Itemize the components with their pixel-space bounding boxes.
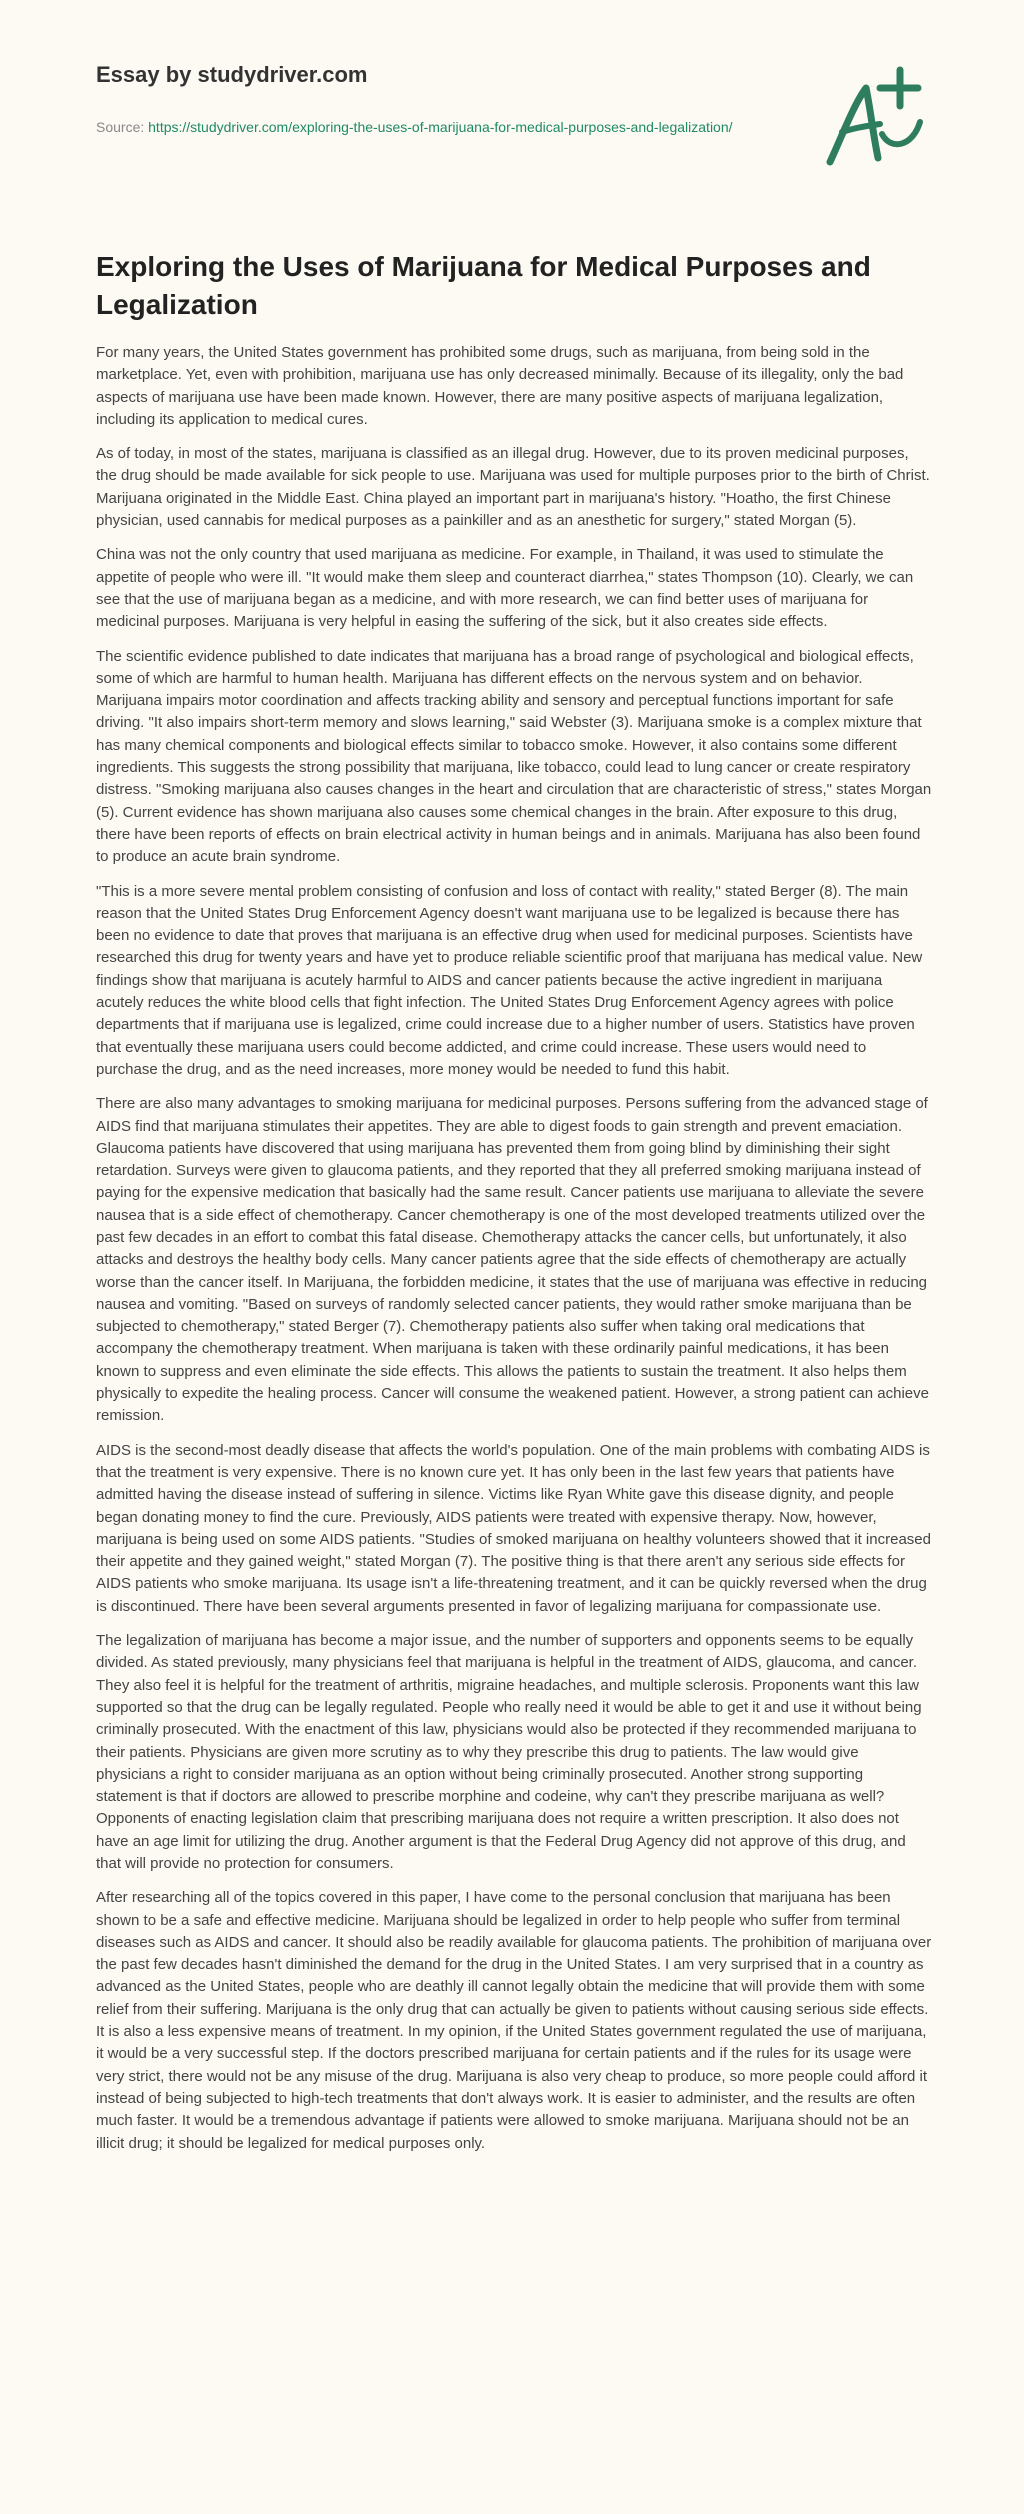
essay-article [96,248,932,2167]
source-label: Source: [96,119,149,135]
page-header [96,60,776,138]
essay-title: Exploring the Uses of Marijuana for Medical Purposes and Legalization [96,251,871,320]
essay-paragraph: "This is a more severe mental problem consisting of confusion and loss of contact with reality," stated Berger (8). The main reason that the United States Drug Enforcement Agency doesn't want marijuana use to be legalized is because there has been no evidence to date that proves that marijuana is an effective drug when used for medicinal purposes. Scientists have researched this drug for twenty years and have yet to produce reliable scientific proof that marijuana has medical value. New findings show that marijuana is acutely harmful to AIDS and cancer patients because the active ingredient in marijuana acutely reduces the white blood cells that fight infection. The United States Drug Enforcement Agency agrees with police departments that if marijuana use is legalized, crime could increase due to a higher number of users. Statistics have proven that eventually these marijuana users could become addicted, and crime could increase. These users would need to purchase the drug, and as the need increases, more money would be needed to fund this habit. [96,882,923,1078]
essay-paragraph: AIDS is the second-most deadly disease that affects the world's population. One of the main problems with combating AIDS is that the treatment is very expensive. There is no known cure yet. It has only been in the last few years that patients have admitted having the disease instead of suffering in silence. Victims like Ryan White gave this disease dignity, and people began donating money to find the cure. Previously, AIDS patients were treated with expensive therapy. Now, however, marijuana is being used on some AIDS patients. "Studies of smoked marijuana on healthy volunteers showed that it increased their appetite and they gained weight," stated Morgan (7). The positive thing is that there aren't any serious side effects for AIDS patients who smoke marijuana. Its usage isn't a life-threatening treatment, and it can be quickly reversed when the drug is discontinued. There have been several arguments presented in favor of legalizing marijuana for compassionate use. [96,1441,931,1615]
essay-paragraph: The scientific evidence published to date indicates that marijuana has a broad range of psychological and biological effects, some of which are harmful to human health. Marijuana has different effects on the nervous system and on behavior. Marijuana impairs motor coordination and affects tracking ability and sensory and perceptual functions important for safe driving. "It also impairs short-term memory and slows learning," said Webster (3). Marijuana smoke is a complex mixture that has many chemical components and biological effects similar to tobacco smoke. However, it also contains some different ingredients. This suggests the strong possibility that marijuana, like tobacco, could lead to lung cancer or create respiratory distress. "Smoking marijuana also causes changes in the heart and circulation that are characteristic of stress," states Morgan (5). Current evidence has shown marijuana also causes some chemical changes in the brain. After exposure to this drug, there have been reports of effects on brain electrical activity in human beings and in animals. Marijuana has also been found to produce an acute brain syndrome. [96,647,932,866]
essay-paragraph: As of today, in most of the states, marijuana is classified as an illegal drug. However, due to its proven medicinal purposes, the drug should be made available for sick people to use. Marijuana was used for multiple purposes prior to the birth of Christ. Marijuana originated in the Middle East. China played an important part in marijuana's history. "Hoatho, the first Chinese physician, used cannabis for medical purposes as a painkiller and as an anesthetic for surgery," stated Morgan (5). [96,445,930,530]
essay-paragraph: There are also many advantages to smoking marijuana for medicinal purposes. Persons suffering from the advanced stage of AIDS find that marijuana stimulates their appetites. They are able to digest foods to gain strength and prevent emaciation. Glaucoma patients have discovered that using marijuana has prevented them from going blind by diminishing their sight retardation. Surveys were given to glaucoma patients, and they reported that they all preferred smoking marijuana instead of paying for the expensive medication that basically had the same result. Cancer patients use marijuana to alleviate the severe nausea that is a side effect of chemotherapy. Cancer chemotherapy is one of the most developed treatments utilized over the past few decades in an effort to combat this fatal disease. Chemotherapy attacks the cancer cells, but unfortunately, it also attacks and destroys the healthy body cells. Many cancer patients agree that the side effects of chemotherapy are actually worse than the cancer itself. In Marijuana, the forbidden medicine, it states that the use of marijuana was effective in reducing nausea and vomiting. "Based on surveys of randomly selected cancer patients, they would rather smoke marijuana than be subjected to chemotherapy," stated Berger (7). Chemotherapy patients also suffer when taking oral medications that accompany the chemotherapy treatment. When marijuana is taken with these ordinarily painful medications, it has been known to suppress and even eliminate the side effects. This allows the patients to sustain the treatment. It also helps them physically to expedite the healing process. Cancer will consume the weakened patient. However, a strong patient can achieve remission. [96,1095,929,1425]
site-title: Essay by studydriver.com [96,62,368,87]
source-line [96,116,776,138]
site-logo [820,66,930,170]
source-link[interactable]: https://studydriver.com/exploring-the-uses-of-marijuana-for-medical-purposes-and-legalization/ [148,119,733,135]
essay-paragraph: The legalization of marijuana has become a major issue, and the number of supporters and opponents seems to be equally divided. As stated previously, many physicians feel that marijuana is helpful in the treatment of AIDS, glaucoma, and cancer. They also feel it is helpful for the treatment of arthritis, migraine headaches, and multiple sclerosis. Proponents want this law supported so that the drug can be legally regulated. People who really need it would be able to get it and use it without being criminally prosecuted. With the enactment of this law, physicians would also be protected if they recommended marijuana to their patients. Physicians are given more scrutiny as to why they prescribe this drug to patients. The law would give physicians a right to consider marijuana as an option without being criminally prosecuted. Another strong supporting statement is that if doctors are allowed to prescribe morphine and codeine, why can't they prescribe marijuana as well? Opponents of enacting legislation claim that prescribing marijuana does not require a written prescription. It also does not have an age limit for utilizing the drug. Another argument is that the Federal Drug Agency did not approve of this drug, and that will provide no protection for consumers. [96,1632,922,1872]
essay-paragraph: For many years, the United States government has prohibited some drugs, such as marijuana, from being sold in the marketplace. Yet, even with prohibition, marijuana use has only decreased minimally. Because of its illegality, only the bad aspects of marijuana use have been made known. However, there are many positive aspects of marijuana legalization, including its application to medical cures. [96,344,904,428]
essay-paragraph: After researching all of the topics covered in this paper, I have come to the personal conclusion that marijuana has been shown to be a safe and effective medicine. Marijuana should be legalized in order to help people who suffer from terminal diseases such as AIDS and cancer. It should also be readily available for glaucoma patients. The prohibition of marijuana over the past few decades hasn't diminished the demand for the drug in the United States. I am very surprised that in a country as advanced as the United States, people who are deathly ill cannot legally obtain the medicine that will provide them with some relief from their suffering. Marijuana is the only drug that can actually be given to patients without causing serious side effects. It is also a less expensive means of treatment. In my opinion, if the United States government regulated the use of marijuana, it would be a very successful step. If the doctors prescribed marijuana for certain patients and if the rules for its usage were very strict, there would not be any misuse of the drug. Marijuana is also very cheap to produce, so more people could afford it instead of being subjected to high-tech treatments that don't always work. It is easier to administer, and the results are often much faster. It would be a tremendous advantage if patients were allowed to smoke marijuana. Marijuana should not be an illicit drug; it should be legalized for medical purposes only. [96,1889,932,2152]
essay-paragraph: China was not the only country that used marijuana as medicine. For example, in Thailand, it was used to stimulate the appetite of people who were ill. "It would make them sleep and counteract diarrhea," states Thompson (10). Clearly, we can see that the use of marijuana began as a medicine, and with more research, we can find better uses of marijuana for medicinal purposes. Marijuana is very helpful in easing the suffering of the sick, but it also creates side effects. [96,546,914,631]
a-plus-logo-icon [820,66,930,170]
